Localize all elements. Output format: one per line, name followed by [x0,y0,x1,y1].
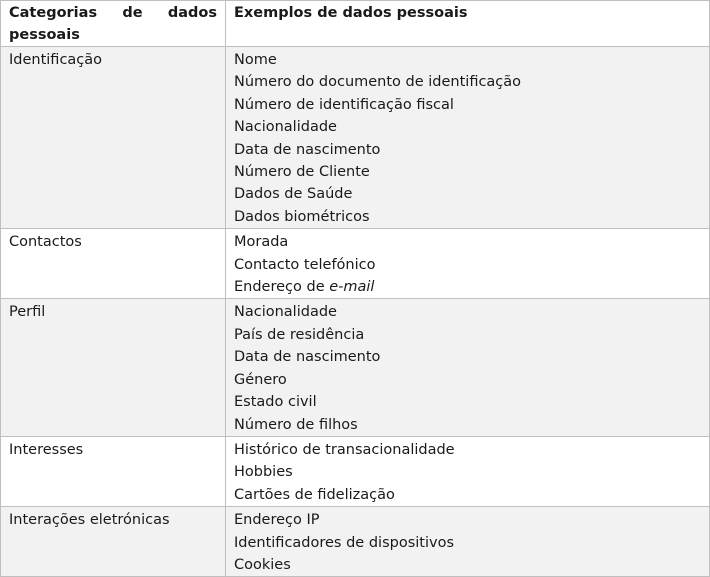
table-row [1,229,710,299]
table-row [1,507,710,577]
header-word: dados [167,5,217,21]
header-word: de [122,5,143,21]
examples-cell [226,299,710,436]
example-item: Número do documento de identificação [234,74,522,91]
example-item: Número de identificação fiscal [234,96,454,113]
category-cell: Perfil [1,299,226,436]
example-item: Nome [234,52,277,68]
examples-cell [226,47,710,229]
email-italic: e-mail [329,279,375,296]
email-prefix: Endereço de [234,279,330,296]
example-item-email [234,276,701,298]
table-row [1,299,710,436]
example-item: Histórico de transacionalidade [234,441,455,458]
category-cell: Identificação [1,47,226,229]
example-item: Número de filhos [234,416,358,433]
example-item: Hobbies [234,464,293,481]
example-item: Número de Cliente [234,164,370,181]
example-item: Género [234,371,287,388]
table-row [1,47,710,229]
header-examples: Exemplos de dados pessoais [226,1,710,47]
table-row [1,436,710,506]
example-item: Data de nascimento [234,349,381,366]
examples-cell [226,507,710,577]
header-word: Categorias [9,5,98,21]
example-item: Morada [234,234,289,251]
header-categories [1,1,226,47]
example-item: Dados biométricos [234,208,370,225]
example-item: Contacto telefónico [234,256,376,273]
category-cell: Contactos [1,229,226,299]
examples-cell [226,229,710,299]
example-item: Identificadores de dispositivos [234,534,454,551]
example-item: Dados de Saúde [234,186,353,203]
example-item: Nacionalidade [234,119,337,136]
table-header-row [1,1,710,47]
example-item: Nacionalidade [234,304,337,321]
examples-cell [226,436,710,506]
example-item: Estado civil [234,394,317,411]
example-item: Cookies [234,556,291,573]
header-word: pessoais [9,27,80,43]
example-item: Data de nascimento [234,141,381,158]
example-item: Cartões de fidelização [234,486,395,503]
category-cell: Interesses [1,436,226,506]
example-item: País de residência [234,326,365,343]
example-item: Endereço IP [234,512,320,529]
category-cell: Interações eletrónicas [1,507,226,577]
